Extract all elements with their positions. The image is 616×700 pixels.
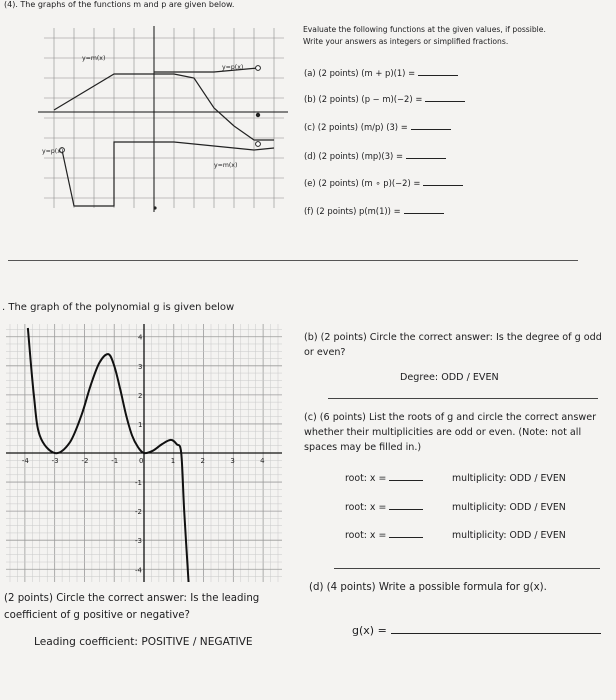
y-tick-label: 2: [138, 391, 143, 400]
graph-dot: [153, 206, 156, 209]
question-b: [304, 94, 465, 104]
answer-blank[interactable]: [404, 213, 444, 214]
question-d-label: (d) (2 points) (mp)(3) =: [304, 151, 403, 161]
polynomial-g-chart: [6, 324, 282, 582]
y-tick-label: -1: [135, 479, 142, 488]
answer-blank[interactable]: [411, 129, 451, 130]
degree-choice[interactable]: Degree: ODD / EVEN: [400, 372, 499, 383]
root-blank[interactable]: [389, 537, 423, 538]
formula-blank[interactable]: [391, 633, 601, 634]
multiplicity-choice[interactable]: multiplicity: ODD / EVEN: [452, 473, 566, 484]
formula-label: g(x) =: [352, 624, 387, 637]
question-f-label: (f) (2 points) p(m(1)) =: [304, 206, 401, 216]
x-tick-label: -3: [51, 457, 59, 465]
graph-m-curve: [54, 74, 274, 140]
root-row: [345, 473, 423, 484]
graph-m-p-grid: [44, 28, 284, 208]
answer-blank[interactable]: [425, 101, 465, 102]
root-blank[interactable]: [389, 509, 423, 510]
graph-label-m-bottom: y=m(x): [214, 162, 238, 169]
x-tick-label: -1: [111, 457, 119, 465]
question-d: [304, 151, 446, 161]
multiplicity-choice[interactable]: multiplicity: ODD / EVEN: [452, 502, 566, 513]
part4-header: (4). The graphs of the functions m and p are given below.: [4, 0, 235, 9]
formula-row: [352, 624, 601, 637]
part4-intro: Evaluate the following functions at the given values, if possible. Write your answers as integers or simplified fractions.: [303, 25, 546, 46]
y-tick-label: 3: [138, 362, 143, 371]
question-e-label: (e) (2 points) (m ∘ p)(−2) =: [304, 178, 421, 188]
answer-blank[interactable]: [406, 158, 446, 159]
x-tick-label: -4: [21, 457, 29, 465]
graph-dot: [256, 113, 260, 117]
graph-label-p-top: y=p(x): [222, 64, 244, 71]
x-tick-label: 4: [260, 457, 265, 465]
y-tick-label: 4: [138, 333, 143, 342]
x-tick-label: 0: [139, 457, 144, 465]
x-tick-label: 3: [230, 457, 235, 465]
part5-title: . The graph of the polynomial g is given below: [2, 302, 235, 313]
x-tick-label: 2: [200, 457, 206, 465]
root-blank[interactable]: [389, 480, 423, 481]
y-tick-label: -3: [135, 537, 142, 546]
graph-dot: [256, 66, 261, 71]
question-b-label: (b) (2 points) (p − m)(−2) =: [304, 94, 423, 104]
root-label: root: x =: [345, 502, 387, 513]
root-row: [345, 530, 423, 541]
leading-coefficient-choice[interactable]: Leading coefficient: POSITIVE / NEGATIVE: [34, 636, 253, 648]
question-a: [304, 68, 458, 78]
question-f: [304, 206, 444, 216]
y-tick-label: -2: [135, 508, 142, 517]
question-c: [304, 122, 451, 132]
question-e: [304, 178, 463, 188]
multiplicity-choice[interactable]: multiplicity: ODD / EVEN: [452, 530, 566, 541]
graph-dot: [256, 142, 261, 147]
x-tick-label: -2: [81, 457, 89, 465]
answer-blank[interactable]: [423, 185, 463, 186]
root-label: root: x =: [345, 530, 387, 541]
part5-d-prompt: (d) (4 points) Write a possible formula for g(x).: [309, 582, 547, 593]
x-tick-label: 1: [170, 457, 176, 465]
answer-blank[interactable]: [418, 75, 458, 76]
question-a-label: (a) (2 points) (m + p)(1) =: [304, 68, 416, 78]
answer-line: [328, 398, 598, 399]
answer-line: [334, 568, 600, 569]
graph-m-p: [36, 22, 290, 216]
y-tick-label: 1: [138, 420, 143, 429]
part5-b-prompt: (b) (2 points) Circle the correct answer: Is the degree of g odd or even?: [304, 332, 602, 358]
y-tick-label: -4: [135, 566, 142, 575]
section-divider: [8, 260, 578, 261]
part5-a-prompt: (2 points) Circle the correct answer: Is the leading coefficient of g positive or negative?: [4, 593, 260, 621]
graph-label-p-mid: y=p(x): [42, 148, 64, 155]
question-c-label: (c) (2 points) (m/p) (3) =: [304, 122, 408, 132]
part5-c-prompt: (c) (6 points) List the roots of g and circle the correct answer whether their multiplicities are odd or even. (Note: not all spaces may be filled in.): [304, 412, 597, 453]
root-label: root: x =: [345, 473, 387, 484]
graph-label-m-top: y=m(x): [82, 55, 106, 62]
root-row: [345, 502, 423, 513]
